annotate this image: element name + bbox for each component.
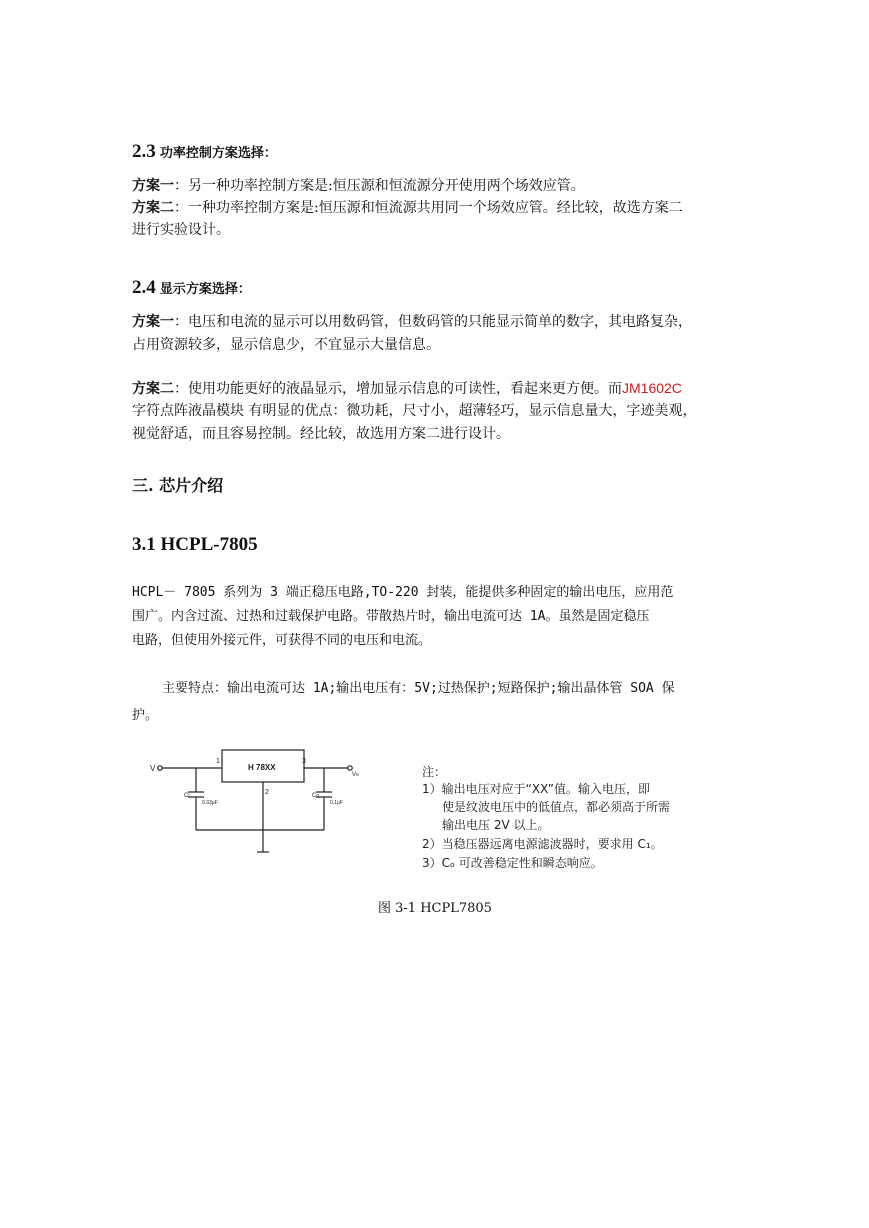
section-2-4-heading: 2.4 显示方案选择：	[132, 277, 251, 298]
pin1-label: 1	[216, 758, 220, 765]
s24-option2-cont2: 视觉舒适，而且容易控制。经比较，故选用方案二进行设计。	[132, 426, 510, 442]
section-2-3-heading: 2.3 功率控制方案选择：	[132, 141, 277, 162]
note-3: 3）Cₒ 可改善稳定性和瞬态响应。	[422, 856, 603, 870]
s23-option2-cont: 进行实验设计。	[132, 222, 230, 238]
vin-label: V	[150, 764, 156, 773]
note-1-line1: 1）输出电压对应于“XX”值。输入电压，即	[422, 782, 651, 796]
pin2-label: 2	[265, 789, 269, 796]
ci-value: 0.33μF	[202, 800, 218, 806]
s23-option2: 方案二：一种功率控制方案是:恒压源和恒流源共用同一个场效应管。经比较，故选方案二	[132, 200, 683, 216]
s31-para1-line1: HCPL－ 7805 系列为 3 端正稳压电路,TO-220 封装，能提供多种固定的输出电压，应用范	[132, 585, 674, 600]
note-2: 2）当稳压器远离电源滤波器时，要求用 C₁。	[422, 837, 663, 851]
note-title: 注：	[422, 765, 447, 779]
vout-label: Vo	[352, 772, 359, 778]
s24-option1-cont: 占用资源较多，显示信息少，不宜显示大量信息。	[132, 337, 440, 353]
s31-para2-line2: 护。	[132, 708, 159, 723]
s24-option2: 方案二：使用功能更好的液晶显示，增加显示信息的可读性，看起来更方便。而JM1602C	[132, 380, 682, 397]
figure-caption: 图 3-1 HCPL7805	[378, 901, 492, 916]
ci-label: Ci	[184, 793, 190, 799]
chapter-3-heading: 三. 芯片介绍	[132, 476, 224, 495]
s31-para2-line1: 主要特点：输出电流可达 1A;输出电压有：5V;过热保护;短路保护;输出晶体管 SOA 保	[162, 681, 675, 696]
note-1-line2: 使是纹波电压中的低值点，都必须高于所需	[442, 800, 671, 814]
s23-option1: 方案一：另一种功率控制方案是:恒压源和恒流源分开使用两个场效应管。	[132, 178, 585, 194]
s24-option1: 方案一：电压和电流的显示可以用数码管，但数码管的只能显示简单的数字，其电路复杂，	[132, 314, 692, 330]
chip-label: H 78XX	[248, 763, 276, 772]
co-label: Co	[312, 793, 320, 799]
vin-terminal	[158, 766, 162, 770]
section-3-1-heading: 3.1 HCPL-7805	[132, 534, 258, 555]
pin3-label: 3	[302, 758, 306, 765]
s24-option2-cont1: 字符点阵液晶模块 有明显的优点：微功耗，尺寸小，超薄轻巧，显示信息量大，字迹美观，	[132, 403, 697, 419]
vout-terminal	[348, 766, 352, 770]
note-1-line3: 输出电压 2V 以上。	[442, 818, 550, 832]
co-value: 0.1μF	[330, 800, 343, 806]
s31-para1-line2: 围广。内含过流、过热和过载保护电路。带散热片时，输出电流可达 1A。虽然是固定稳压	[132, 609, 650, 624]
s31-para1-line3: 电路，但使用外接元件，可获得不同的电压和电流。	[132, 633, 432, 648]
